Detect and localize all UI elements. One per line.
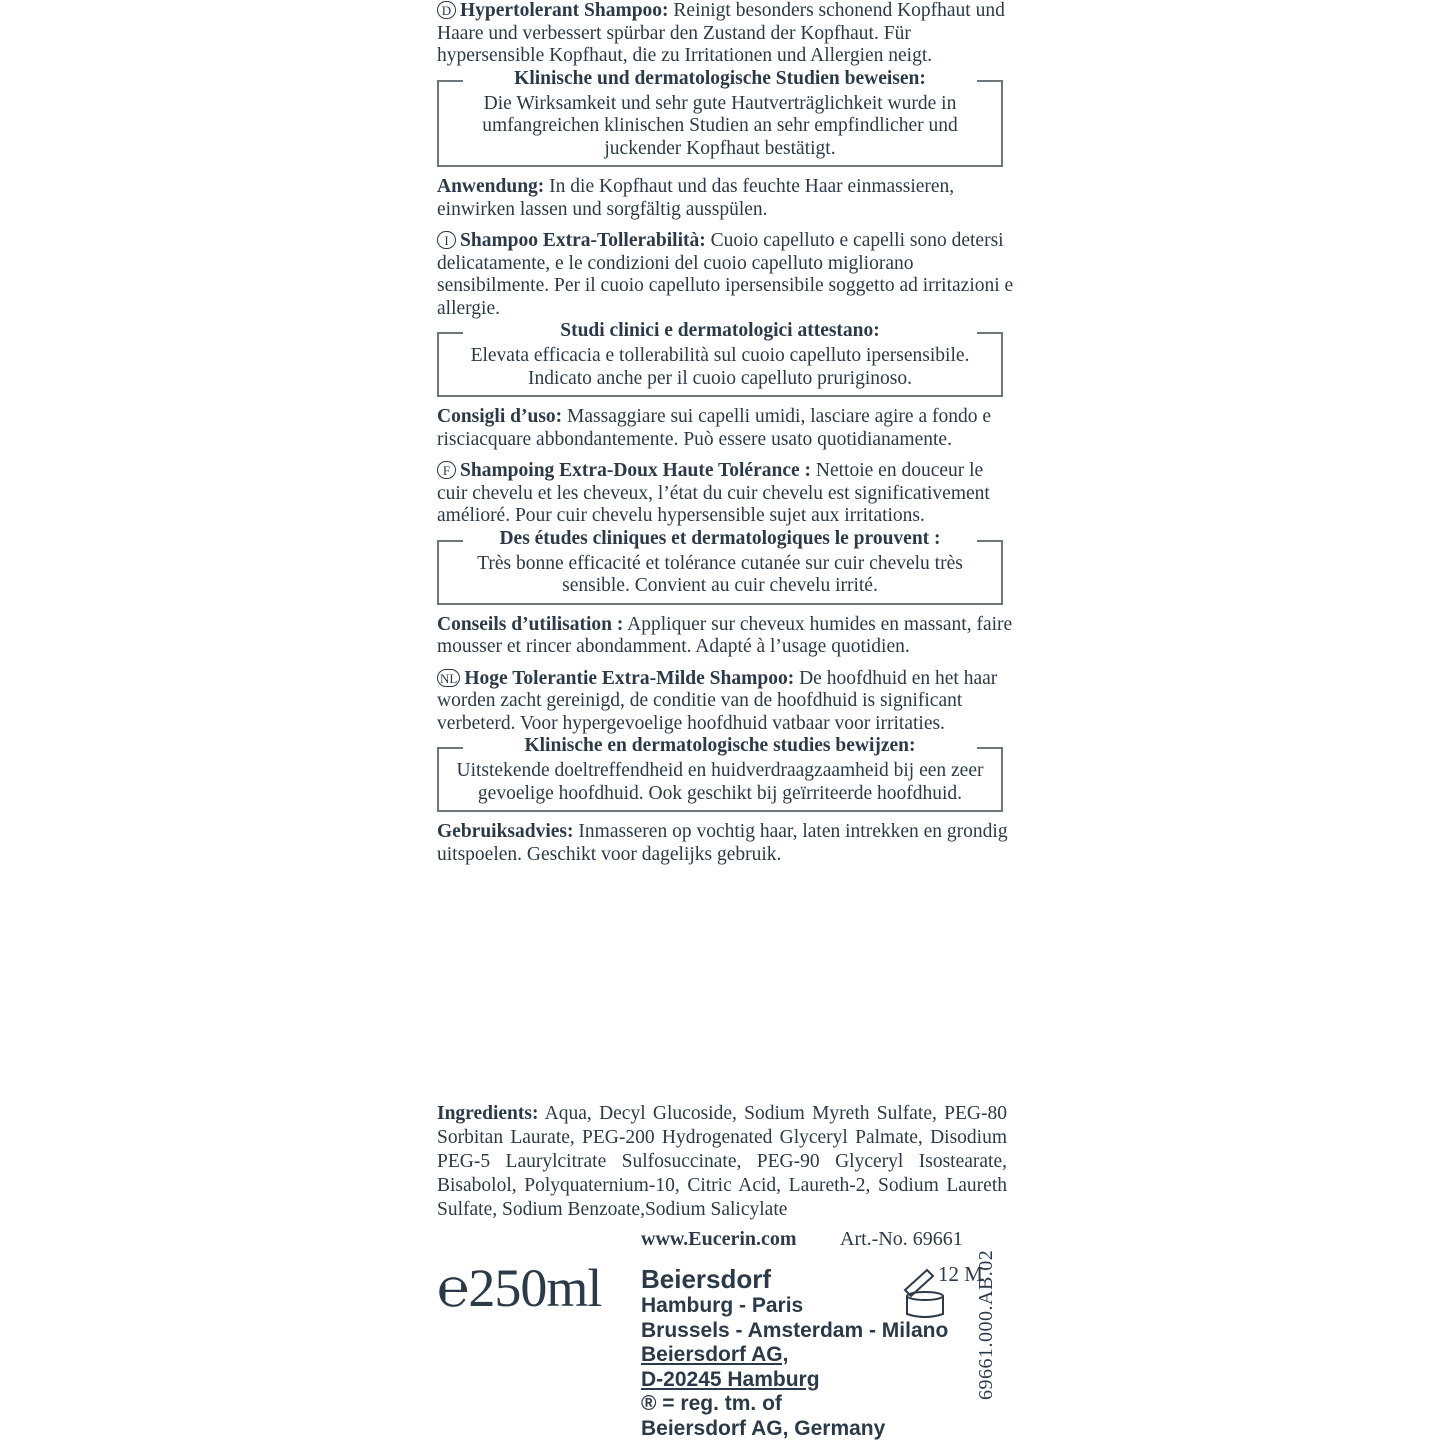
section-fr-usage-text: Appliquer sur cheveux humides en massant, faire mousser et rincer abondamment. Adapté à l’usage quotidien. bbox=[437, 613, 1013, 657]
section-nl-studies-box bbox=[437, 735, 1003, 812]
section-fr-box-title: Des études cliniques et dermatologiques le prouvent : bbox=[489, 528, 950, 551]
lang-badge-fr: F bbox=[437, 461, 456, 479]
section-de-box-body: Die Wirksamkeit und sehr gute Hautverträglichkeit wurde in umfangreichen klinischen Studien an sehr empfindlicher und juckender Kopfhaut bestätigt. bbox=[482, 92, 958, 159]
volume-value: 250ml bbox=[468, 1258, 602, 1318]
lang-badge-nl: NL bbox=[437, 669, 460, 687]
section-it-box-body: Elevata efficacia e tollerabilità sul cuoio capelluto ipersensibile. Indicato anche per il cuoio capelluto pruriginoso. bbox=[470, 345, 970, 389]
section-fr-intro-text: Nettoie en douceur le cuir chevelu et les cheveux, l’état du cuir chevelu est significativement amélioré. Pour cuir chevelu hypersensible sujet aux irritations. bbox=[437, 460, 990, 526]
section-nl-intro-text: De hoofdhuid en het haar worden zacht gereinigd, de conditie van de hoofdhuid is significant verbeterd. Voor hypergevoelige hoofdhuid vatbaar voor irritaties. bbox=[437, 667, 998, 734]
section-it-usage-text: Massaggiare sui capelli umidi, lasciare agire a fondo e risciacquare abbondantemente. Può essere usato quotidianamente. bbox=[437, 406, 992, 450]
section-de-intro bbox=[437, 0, 1017, 68]
section-nl-usage-text: Inmasseren op vochtig haar, laten intrekken en grondig uitspoelen. Geschikt voor dagelijks gebruik. bbox=[437, 821, 1008, 865]
section-fr-usage bbox=[437, 614, 1017, 659]
section-fr-studies-box bbox=[437, 527, 1003, 605]
period-after-opening: 12 M bbox=[938, 1262, 983, 1286]
section-it-intro bbox=[437, 230, 1017, 320]
section-de-usage bbox=[437, 176, 1017, 221]
ingredients-label: Ingredients: bbox=[437, 1102, 539, 1124]
trademark-line-1: ® = reg. tm. of bbox=[641, 1392, 782, 1415]
batch-code: 69661.000.AB.02 bbox=[975, 1249, 997, 1400]
section-it-box-title: Studi clinici e dermatologici attestano: bbox=[550, 320, 890, 343]
brand-name: Beiersdorf bbox=[641, 1264, 772, 1294]
trademark-line-2: Beiersdorf AG, Germany bbox=[641, 1416, 886, 1440]
net-volume bbox=[437, 1258, 601, 1318]
company-name: Beiersdorf AG, bbox=[641, 1343, 789, 1366]
company-address: D-20245 Hamburg bbox=[641, 1367, 820, 1391]
section-de-usage-label: Anwendung: bbox=[437, 176, 545, 197]
cities-line-2: Brussels - Amsterdam - Milano bbox=[641, 1318, 949, 1342]
section-it-intro-text: Cuoio capelluto e capelli sono detersi delicatamente, e le condizioni del cuoio capelluto migliorano sensibilmente. Per il cuoio capelluto ipersensibile soggetto ad irritazioni e allergie. bbox=[437, 230, 1014, 319]
section-it-title: Shampoo Extra-Tollerabilità: bbox=[460, 230, 706, 251]
section-fr-intro bbox=[437, 460, 1017, 528]
section-de-title: Hypertolerant Shampoo: bbox=[460, 0, 669, 21]
website-link: www.Eucerin.com bbox=[641, 1228, 797, 1250]
section-nl-intro bbox=[437, 668, 1017, 736]
section-fr-usage-label: Conseils d’utilisation : bbox=[437, 613, 624, 635]
section-nl-box-title: Klinische en dermatologische studies bewijzen: bbox=[514, 735, 925, 758]
section-nl-usage-label: Gebruiksadvies: bbox=[437, 821, 574, 842]
ingredients-text: Aqua, Decyl Glucoside, Sodium Myreth Sulfate, PEG-80 Sorbitan Laurate, PEG-200 Hydrogenated Glyceryl Palmate, Disodium PEG-5 Laurylcitrate Sulfosuccinate, PEG-90 Glyceryl Isostearate, Bisabolol, Polyquaternium-10, Citric Acid, Laureth-2, Sodium Laureth Sulfate, Sodium Benzoate,Sodium Salicylate bbox=[437, 1102, 1007, 1220]
article-number: Art.-No. 69661 bbox=[840, 1228, 963, 1250]
ingredients-list bbox=[437, 1102, 1007, 1222]
section-nl-title: Hoge Tolerantie Extra-Milde Shampoo: bbox=[464, 667, 795, 689]
lang-badge-de: D bbox=[437, 1, 456, 19]
section-fr-title: Shampoing Extra-Doux Haute Tolérance : bbox=[460, 460, 812, 481]
section-it-usage-label: Consigli d’uso: bbox=[437, 406, 563, 427]
section-nl-box-body: Uitstekende doeltreffendheid en huidverdraagzaamheid bij een zeer gevoelige hoofdhuid. Ook geschikt bij geïrriteerde hoofdhuid. bbox=[456, 760, 984, 804]
estimated-sign-icon: ℮ bbox=[437, 1258, 469, 1318]
section-it-studies-box bbox=[437, 320, 1003, 397]
section-de-box-title: Klinische und dermatologische Studien beweisen: bbox=[504, 68, 936, 91]
section-de-usage-text: In die Kopfhaut und das feuchte Haar einmassieren, einwirken lassen und sorgfältig ausspülen. bbox=[437, 176, 955, 220]
section-de-studies-box bbox=[437, 67, 1003, 168]
section-fr-box-body: Très bonne efficacité et tolérance cutanée sur cuir chevelu très sensible. Convient au cuir chevelu irrité. bbox=[477, 552, 963, 596]
cities-line-1: Hamburg - Paris bbox=[641, 1294, 804, 1317]
section-it-usage bbox=[437, 406, 1017, 451]
section-de-intro-text: Reinigt besonders schonend Kopfhaut und Haare und verbessert spürbar den Zustand der Kopfhaut. Für hypersensible Kopfhaut, die zu Irritationen und Allergien neigt. bbox=[437, 0, 1005, 66]
section-nl-usage bbox=[437, 821, 1017, 866]
label-text-area bbox=[437, 0, 1017, 866]
lang-badge-it: I bbox=[437, 231, 456, 249]
